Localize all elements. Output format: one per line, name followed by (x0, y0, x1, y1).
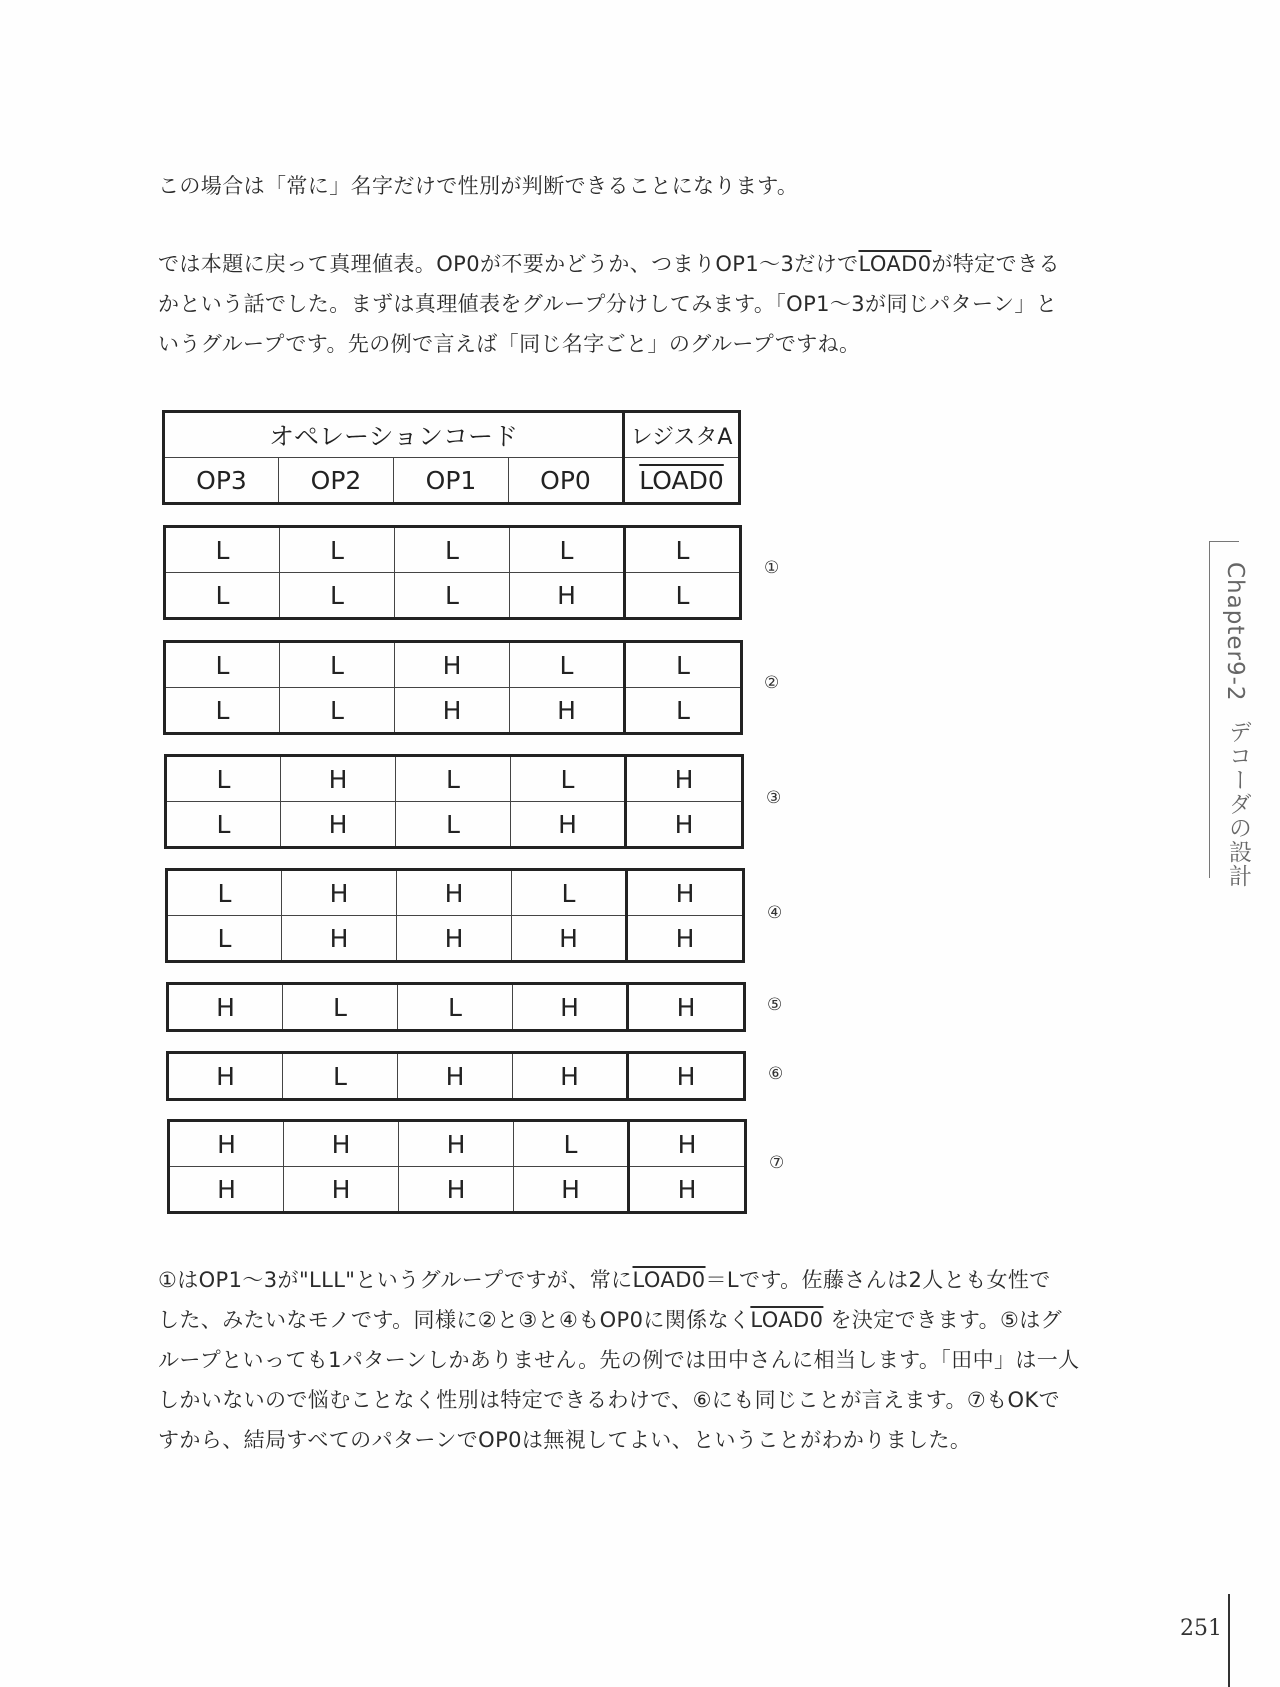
table-cell: L (625, 527, 741, 573)
paragraph-line: かという話でした。まずは真理値表をグループ分けしてみます。「OP1～3が同じパターン」と (158, 292, 1058, 316)
truth-table-group-1 (163, 525, 742, 620)
table-row (165, 527, 741, 573)
table-cell: H (399, 1167, 514, 1213)
table-cell: L (395, 573, 510, 619)
body-paragraph-2 (158, 1260, 1118, 1460)
sidebar-divider-top-tick (1209, 541, 1239, 542)
table-cell: H (514, 1167, 629, 1213)
intro-line: この場合は「常に」名字だけで性別が判断できることになります。 (158, 174, 799, 198)
table-cell: L (283, 984, 398, 1031)
table-row (167, 870, 744, 916)
table-cell: H (513, 984, 628, 1031)
table-cell: H (627, 916, 744, 962)
group-label-7: ⑦ (769, 1153, 785, 1173)
load0-signal: LOAD0 (639, 465, 724, 495)
table-cell: L (512, 870, 627, 916)
text-span: ①はOP1～3が"LLL"というグループですが、常に (158, 1268, 633, 1292)
table-row (167, 916, 744, 962)
load0-signal: LOAD0 (858, 252, 932, 276)
column-header-op0: OP0 (509, 458, 624, 504)
body-paragraph-1 (158, 244, 1118, 364)
register-a-header: レジスタA (624, 412, 740, 458)
table-cell: H (399, 1121, 514, 1167)
paragraph-line (158, 1260, 1118, 1300)
table-row (165, 642, 742, 688)
text-span: では本題に戻って真理値表。OP0が不要かどうか、つまりOP1～3だけで (158, 252, 859, 276)
table-cell: H (168, 984, 283, 1031)
column-header-op1: OP1 (394, 458, 509, 504)
table-cell: L (625, 573, 741, 619)
paragraph-line: しかいないので悩むことなく性別は特定できるわけで、⑥にも同じことが言えます。⑦もOKで (158, 1388, 1061, 1412)
table-cell: H (395, 688, 510, 734)
group-label-6: ⑥ (768, 1064, 784, 1084)
table-cell: H (397, 870, 512, 916)
table-cell: L (165, 527, 280, 573)
truth-table-group-6 (166, 1051, 746, 1101)
table-cell: L (280, 573, 395, 619)
table-cell: L (396, 802, 511, 848)
group-label-4: ④ (767, 903, 783, 923)
table-cell: H (626, 756, 743, 802)
table-cell: L (398, 984, 513, 1031)
table-cell: L (280, 642, 395, 688)
table-cell: L (165, 688, 280, 734)
table-cell: H (282, 870, 397, 916)
table-row (166, 802, 743, 848)
table-cell: H (398, 1053, 513, 1100)
group-label-1: ① (764, 558, 780, 578)
column-header-op2: OP2 (279, 458, 394, 504)
truth-table-group-7 (167, 1119, 747, 1214)
table-cell: L (280, 688, 395, 734)
table-row (168, 1053, 745, 1100)
sidebar-divider-top (1209, 541, 1210, 721)
table-row (168, 984, 745, 1031)
table-cell: H (168, 1053, 283, 1100)
table-cell: H (628, 984, 745, 1031)
table-row (169, 1121, 746, 1167)
table-cell: H (510, 688, 625, 734)
table-cell: H (397, 916, 512, 962)
intro-paragraph (158, 166, 1118, 206)
text-span: を決定できます。⑤はグ (823, 1308, 1063, 1332)
paragraph-line (158, 1300, 1118, 1340)
text-span: が特定できる (931, 252, 1060, 276)
paragraph-line: いうグループです。先の例で言えば「同じ名字ごと」のグループですね。 (158, 332, 861, 356)
table-cell: H (626, 802, 743, 848)
column-header-op3: OP3 (164, 458, 279, 504)
table-cell: H (282, 916, 397, 962)
table-cell: L (396, 756, 511, 802)
table-cell: H (513, 1053, 628, 1100)
page-number-rule (1228, 1594, 1230, 1687)
table-cell: H (284, 1167, 399, 1213)
truth-table-group-4 (165, 868, 745, 963)
table-cell: H (629, 1167, 746, 1213)
table-cell: L (395, 527, 510, 573)
table-cell: H (510, 573, 625, 619)
text-span: ＝Lです。佐藤さんは2人とも女性で (705, 1268, 1051, 1292)
table-cell: H (629, 1121, 746, 1167)
table-cell: L (511, 756, 626, 802)
table-cell: H (395, 642, 510, 688)
text-span: した、みたいなモノです。同様に②と③と④もOP0に関係なく (158, 1308, 751, 1332)
load0-signal: LOAD0 (750, 1308, 824, 1332)
table-cell: H (512, 916, 627, 962)
table-cell: H (169, 1167, 284, 1213)
group-label-2: ② (764, 673, 780, 693)
table-row (165, 688, 742, 734)
table-cell: H (511, 802, 626, 848)
section-title: デコーダの設計 (1225, 720, 1251, 888)
table-cell: H (284, 1121, 399, 1167)
table-cell: L (167, 916, 282, 962)
group-label-3: ③ (766, 788, 782, 808)
table-cell: L (165, 573, 280, 619)
table-cell: L (625, 688, 742, 734)
table-cell: H (281, 756, 396, 802)
table-cell: L (280, 527, 395, 573)
table-cell: L (283, 1053, 398, 1100)
table-row (166, 756, 743, 802)
table-cell: L (625, 642, 742, 688)
table-cell: H (281, 802, 396, 848)
paragraph-line (158, 244, 1118, 284)
paragraph-line: ループといっても1パターンしかありません。先の例では田中さんに相当します。「田中」は一人 (158, 1348, 1080, 1372)
sidebar-divider-bottom (1209, 718, 1210, 878)
table-cell: L (514, 1121, 629, 1167)
table-cell: L (166, 756, 281, 802)
group-label-5: ⑤ (767, 995, 783, 1015)
page-number: 251 (1180, 1616, 1222, 1641)
table-row (169, 1167, 746, 1213)
table-cell: L (167, 870, 282, 916)
table-cell: H (628, 1053, 745, 1100)
table-cell: L (510, 642, 625, 688)
truth-table-group-5 (166, 982, 746, 1032)
table-cell: H (627, 870, 744, 916)
table-row (165, 573, 741, 619)
table-cell: L (510, 527, 625, 573)
load0-signal: LOAD0 (632, 1268, 706, 1292)
truth-table-group-3 (164, 754, 744, 849)
paragraph-line: すから、結局すべてのパターンでOP0は無視してよい、ということがわかりました。 (158, 1428, 972, 1452)
table-cell: H (169, 1121, 284, 1167)
truth-table-group-2 (163, 640, 743, 735)
table-cell: L (166, 802, 281, 848)
truth-table-header (162, 410, 741, 505)
table-cell: L (165, 642, 280, 688)
operation-code-header: オペレーションコード (164, 412, 624, 458)
column-header-load0 (624, 458, 740, 504)
chapter-label: Chapter9-2 (1222, 562, 1248, 702)
